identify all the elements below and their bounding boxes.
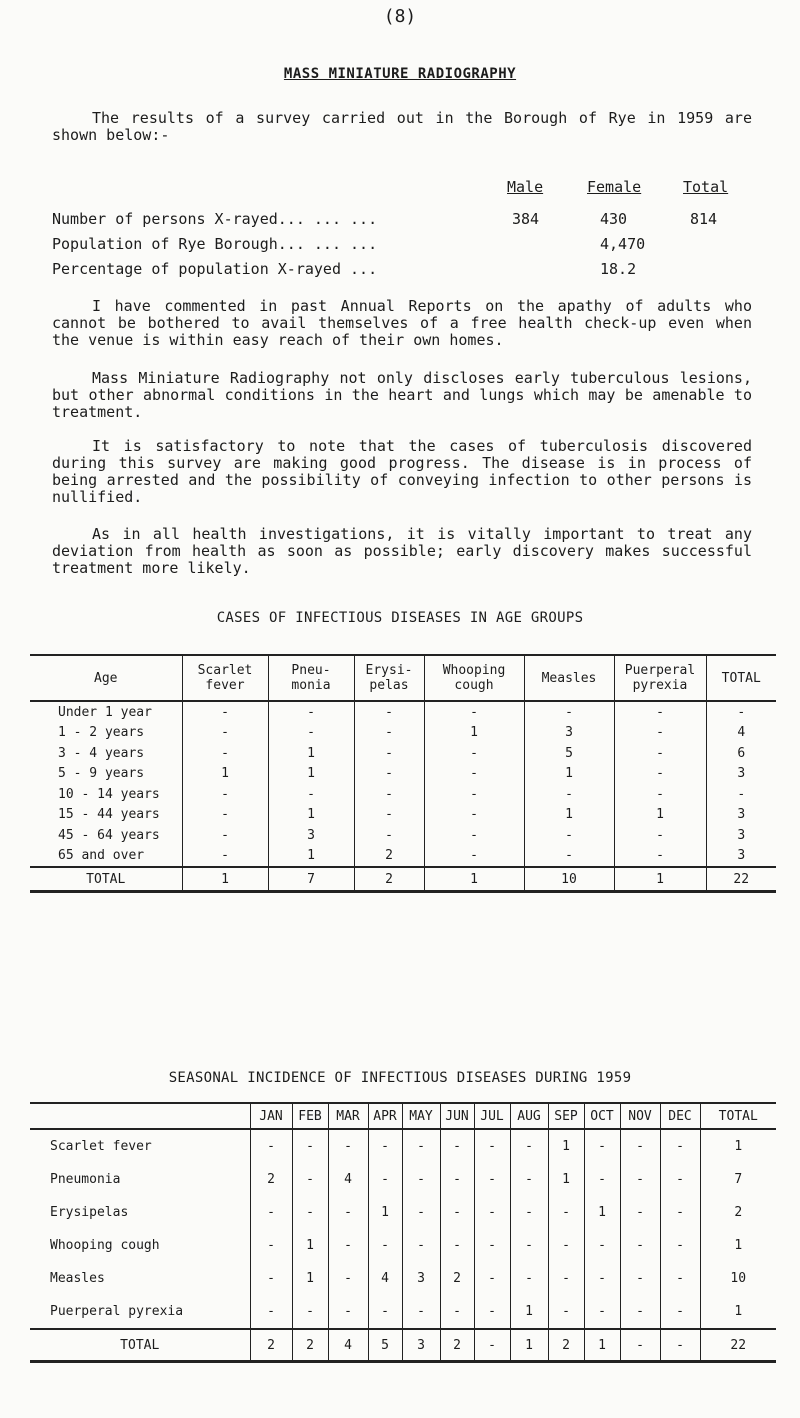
total-row [30,867,776,892]
table-cell: - [548,1196,584,1229]
table-cell: 2 [440,1262,474,1295]
table-cell: 1 [548,1163,584,1196]
table-cell: 3 [706,764,776,785]
table-cell: 1 [424,867,524,892]
table-cell: 2 [440,1329,474,1362]
table-cell: - [182,805,268,826]
table-cell: - [474,1163,510,1196]
table-cell: - [660,1129,700,1163]
table-cell: 3 [268,825,354,846]
table-cell: 3 - 4 years [58,745,145,761]
table-cell: 1 [548,1129,584,1163]
table-cell: - [510,1229,548,1262]
table-cell: - [614,846,706,868]
table-cell: 2 [250,1163,292,1196]
table-cell: - [706,701,776,723]
table-row [30,723,776,744]
table-cell: - [440,1129,474,1163]
table-cell: - [292,1196,328,1229]
table-cell: - [524,846,614,868]
table-cell: - [614,784,706,805]
table-cell: - [424,825,524,846]
table-cell: 22 [706,867,776,892]
table-cell: - [474,1295,510,1329]
table-cell: - [368,1229,402,1262]
age-groups-table [30,654,776,893]
table-cell: - [268,784,354,805]
table-cell: - [182,825,268,846]
table-row [30,825,776,846]
column-header: DEC [660,1103,700,1129]
column-header: TOTAL [706,655,776,701]
table-row [30,701,776,723]
column-header: Scarlet fever [182,655,268,701]
table-cell: - [474,1229,510,1262]
column-header: Erysi- pelas [354,655,424,701]
column-header: Whooping cough [424,655,524,701]
seasonal-table-header [30,1103,776,1129]
stats-header-total: Total [683,178,729,196]
table-cell: - [292,1295,328,1329]
stats-total: 814 [690,210,718,228]
table-cell: - [660,1229,700,1262]
body-paragraph: Mass Miniature Radiography not only discloses early tuberculous lesions, but other abnormal conditions in the heart and lungs which may be amenable to treatment. [52,369,752,421]
table-cell: 10 [700,1262,776,1295]
table-cell: - [614,764,706,785]
body-paragraph: I have commented in past Annual Reports on the apathy of adults who cannot be bothered to avail themselves of a free health check-up even when the venue is within easy reach of their own homes. [52,297,752,349]
table-cell: - [440,1229,474,1262]
stats-row [52,210,752,232]
stats-label: Population of Rye Borough... ... ... [52,235,378,253]
seasonal-table [30,1102,776,1363]
table-cell: Pneumonia [50,1172,121,1187]
column-header: FEB [292,1103,328,1129]
age-table-header [30,655,776,701]
table-cell: - [510,1129,548,1163]
table-cell: - [424,764,524,785]
column-header: JUL [474,1103,510,1129]
column-header: NOV [620,1103,660,1129]
table-cell: 4 [328,1329,368,1362]
table-cell: 1 [268,805,354,826]
table-cell: - [424,805,524,826]
column-header: JAN [250,1103,292,1129]
table-cell: - [368,1129,402,1163]
table-cell: - [182,784,268,805]
table-cell: - [614,723,706,744]
table-cell: Scarlet fever [50,1139,152,1154]
table-cell: - [620,1329,660,1362]
table-cell: 1 [524,805,614,826]
table-cell: 1 [584,1196,620,1229]
table-cell: - [354,805,424,826]
table-cell: 3 [402,1262,440,1295]
table-cell: 3 [706,825,776,846]
table-cell: - [268,701,354,723]
body-paragraph: As in all health investigations, it is vitally important to treat any deviation from health as soon as possible; early discovery makes successful treatment more likely. [52,525,752,577]
table-cell: - [660,1295,700,1329]
body-paragraph: It is satisfactory to note that the cases of tuberculosis discovered during this survey are making good progress. The disease is in process of being arrested and the possibility of conveying infection to other persons is nullified. [52,437,752,506]
total-row [30,1329,776,1362]
table-cell: 1 [510,1295,548,1329]
table-cell: - [524,701,614,723]
table-cell: - [250,1262,292,1295]
table-cell: 7 [268,867,354,892]
table-cell: - [474,1329,510,1362]
table-cell: 65 and over [58,848,145,864]
seasonal-table-title: SEASONAL INCIDENCE OF INFECTIOUS DISEASES DURING 1959 [168,1070,632,1086]
table-cell: - [292,1163,328,1196]
table-row [30,1262,776,1295]
table-cell: 1 [292,1262,328,1295]
table-cell: - [328,1295,368,1329]
table-cell: - [614,701,706,723]
table-cell: - [328,1262,368,1295]
table-cell: 3 [524,723,614,744]
stats-male: 384 [512,210,540,228]
column-header: JUN [440,1103,474,1129]
age-table-title: CASES OF INFECTIOUS DISEASES IN AGE GROUPS [216,610,584,626]
table-cell: - [354,723,424,744]
column-header: Puerperal pyrexia [614,655,706,701]
table-cell: - [660,1262,700,1295]
table-cell: - [440,1295,474,1329]
table-cell: - [402,1129,440,1163]
table-cell: - [368,1295,402,1329]
stats-row [52,260,752,282]
table-cell: Puerperal pyrexia [50,1304,184,1319]
table-cell: TOTAL [30,1329,250,1362]
stats-female: 18.2 [600,260,637,278]
table-cell: - [250,1295,292,1329]
table-cell: - [620,1163,660,1196]
table-cell: 45 - 64 years [58,827,160,843]
table-cell: - [182,743,268,764]
column-header: Measles [524,655,614,701]
column-header: TOTAL [700,1103,776,1129]
table-cell: - [354,784,424,805]
table-cell: 4 [706,723,776,744]
stats-female: 4,470 [600,235,646,253]
table-cell: 22 [700,1329,776,1362]
table-cell: Erysipelas [50,1205,129,1220]
table-row [30,784,776,805]
table-cell: - [402,1196,440,1229]
table-cell: - [620,1129,660,1163]
table-cell: - [510,1163,548,1196]
table-cell: 5 [368,1329,402,1362]
column-header: AUG [510,1103,548,1129]
table-cell: TOTAL [30,867,182,892]
column-header: MAR [328,1103,368,1129]
page-heading: MASS MINIATURE RADIOGRAPHY [283,66,517,82]
table-cell: - [424,846,524,868]
table-cell: - [510,1262,548,1295]
stats-row [52,235,752,257]
table-cell: - [424,701,524,723]
table-cell: - [440,1196,474,1229]
column-header: Pneu- monia [268,655,354,701]
table-cell: - [182,723,268,744]
table-cell: 3 [706,805,776,826]
table-cell: 1 [182,764,268,785]
table-cell: - [548,1229,584,1262]
table-cell: - [182,846,268,868]
table-cell: - [548,1262,584,1295]
table-cell: 1 [268,764,354,785]
table-cell: - [706,784,776,805]
table-row [30,1295,776,1329]
table-cell: 1 [424,723,524,744]
table-cell: - [328,1196,368,1229]
table-row [30,846,776,868]
table-cell: 10 - 14 years [58,786,160,802]
table-cell: 3 [706,846,776,868]
table-cell: 2 [548,1329,584,1362]
table-cell: - [402,1295,440,1329]
table-cell: - [524,825,614,846]
table-cell: 4 [368,1262,402,1295]
table-cell: 1 - 2 years [58,725,145,741]
table-cell: 1 [182,867,268,892]
table-cell: - [250,1196,292,1229]
table-row [30,1129,776,1163]
stats-female: 430 [600,210,628,228]
table-cell: - [292,1129,328,1163]
table-cell: 1 [700,1129,776,1163]
table-cell: - [440,1163,474,1196]
table-cell: 15 - 44 years [58,807,160,823]
stats-label: Number of persons X-rayed... ... ... [52,210,378,228]
stats-label: Percentage of population X-rayed ... [52,260,378,278]
stats-header-female: Female [587,178,642,196]
table-cell: - [250,1229,292,1262]
column-header: OCT [584,1103,620,1129]
table-cell: - [328,1229,368,1262]
table-cell: 1 [700,1229,776,1262]
table-cell: Under 1 year [58,704,152,720]
table-cell: 1 [510,1329,548,1362]
table-cell: - [584,1229,620,1262]
intro-paragraph: The results of a survey carried out in the Borough of Rye in 1959 are shown below:- [52,109,752,144]
table-cell: - [354,825,424,846]
table-cell: - [474,1196,510,1229]
table-cell: 1 [614,805,706,826]
table-row [30,1163,776,1196]
table-cell: - [548,1295,584,1329]
table-cell: 2 [250,1329,292,1362]
table-cell: - [620,1262,660,1295]
table-cell: - [510,1196,548,1229]
table-cell: - [250,1129,292,1163]
table-cell: 6 [706,743,776,764]
column-header [30,1103,250,1129]
table-cell: 7 [700,1163,776,1196]
table-cell: - [620,1229,660,1262]
table-cell: 1 [268,846,354,868]
table-cell: 4 [328,1163,368,1196]
column-header: APR [368,1103,402,1129]
table-cell: 5 [524,743,614,764]
table-cell: 1 [584,1329,620,1362]
table-cell: - [474,1262,510,1295]
page-number: (8) [383,6,417,27]
table-cell: - [368,1163,402,1196]
table-cell: - [584,1163,620,1196]
table-cell: 1 [700,1295,776,1329]
table-row [30,805,776,826]
table-cell: 2 [292,1329,328,1362]
table-cell: - [182,701,268,723]
table-cell: - [524,784,614,805]
table-cell: - [660,1196,700,1229]
table-cell: - [354,701,424,723]
table-row [30,1229,776,1262]
table-cell: - [660,1329,700,1362]
column-header: Age [30,655,182,701]
column-header: SEP [548,1103,584,1129]
stats-header-male: Male [507,178,544,196]
table-cell: - [474,1129,510,1163]
table-cell: - [584,1295,620,1329]
table-cell: 10 [524,867,614,892]
table-cell: 1 [614,867,706,892]
table-cell: - [402,1229,440,1262]
table-cell: - [402,1163,440,1196]
table-row [30,1196,776,1229]
table-row [30,743,776,764]
table-cell: - [328,1129,368,1163]
table-cell: 2 [354,846,424,868]
table-cell: 1 [524,764,614,785]
table-cell: - [584,1129,620,1163]
table-cell: 2 [354,867,424,892]
table-cell: Whooping cough [50,1238,160,1253]
table-cell: 1 [368,1196,402,1229]
table-row [30,764,776,785]
table-cell: 1 [268,743,354,764]
table-cell: - [614,825,706,846]
table-cell: 5 - 9 years [58,766,145,782]
table-cell: - [614,743,706,764]
table-cell: - [620,1196,660,1229]
table-cell: - [424,743,524,764]
table-cell: - [584,1262,620,1295]
table-cell: - [354,743,424,764]
table-cell: - [424,784,524,805]
column-header: MAY [402,1103,440,1129]
table-cell: 3 [402,1329,440,1362]
table-cell: - [660,1163,700,1196]
table-cell: - [354,764,424,785]
table-cell: 1 [292,1229,328,1262]
table-cell: - [268,723,354,744]
table-cell: - [620,1295,660,1329]
table-cell: 2 [700,1196,776,1229]
table-cell: Measles [50,1271,105,1286]
